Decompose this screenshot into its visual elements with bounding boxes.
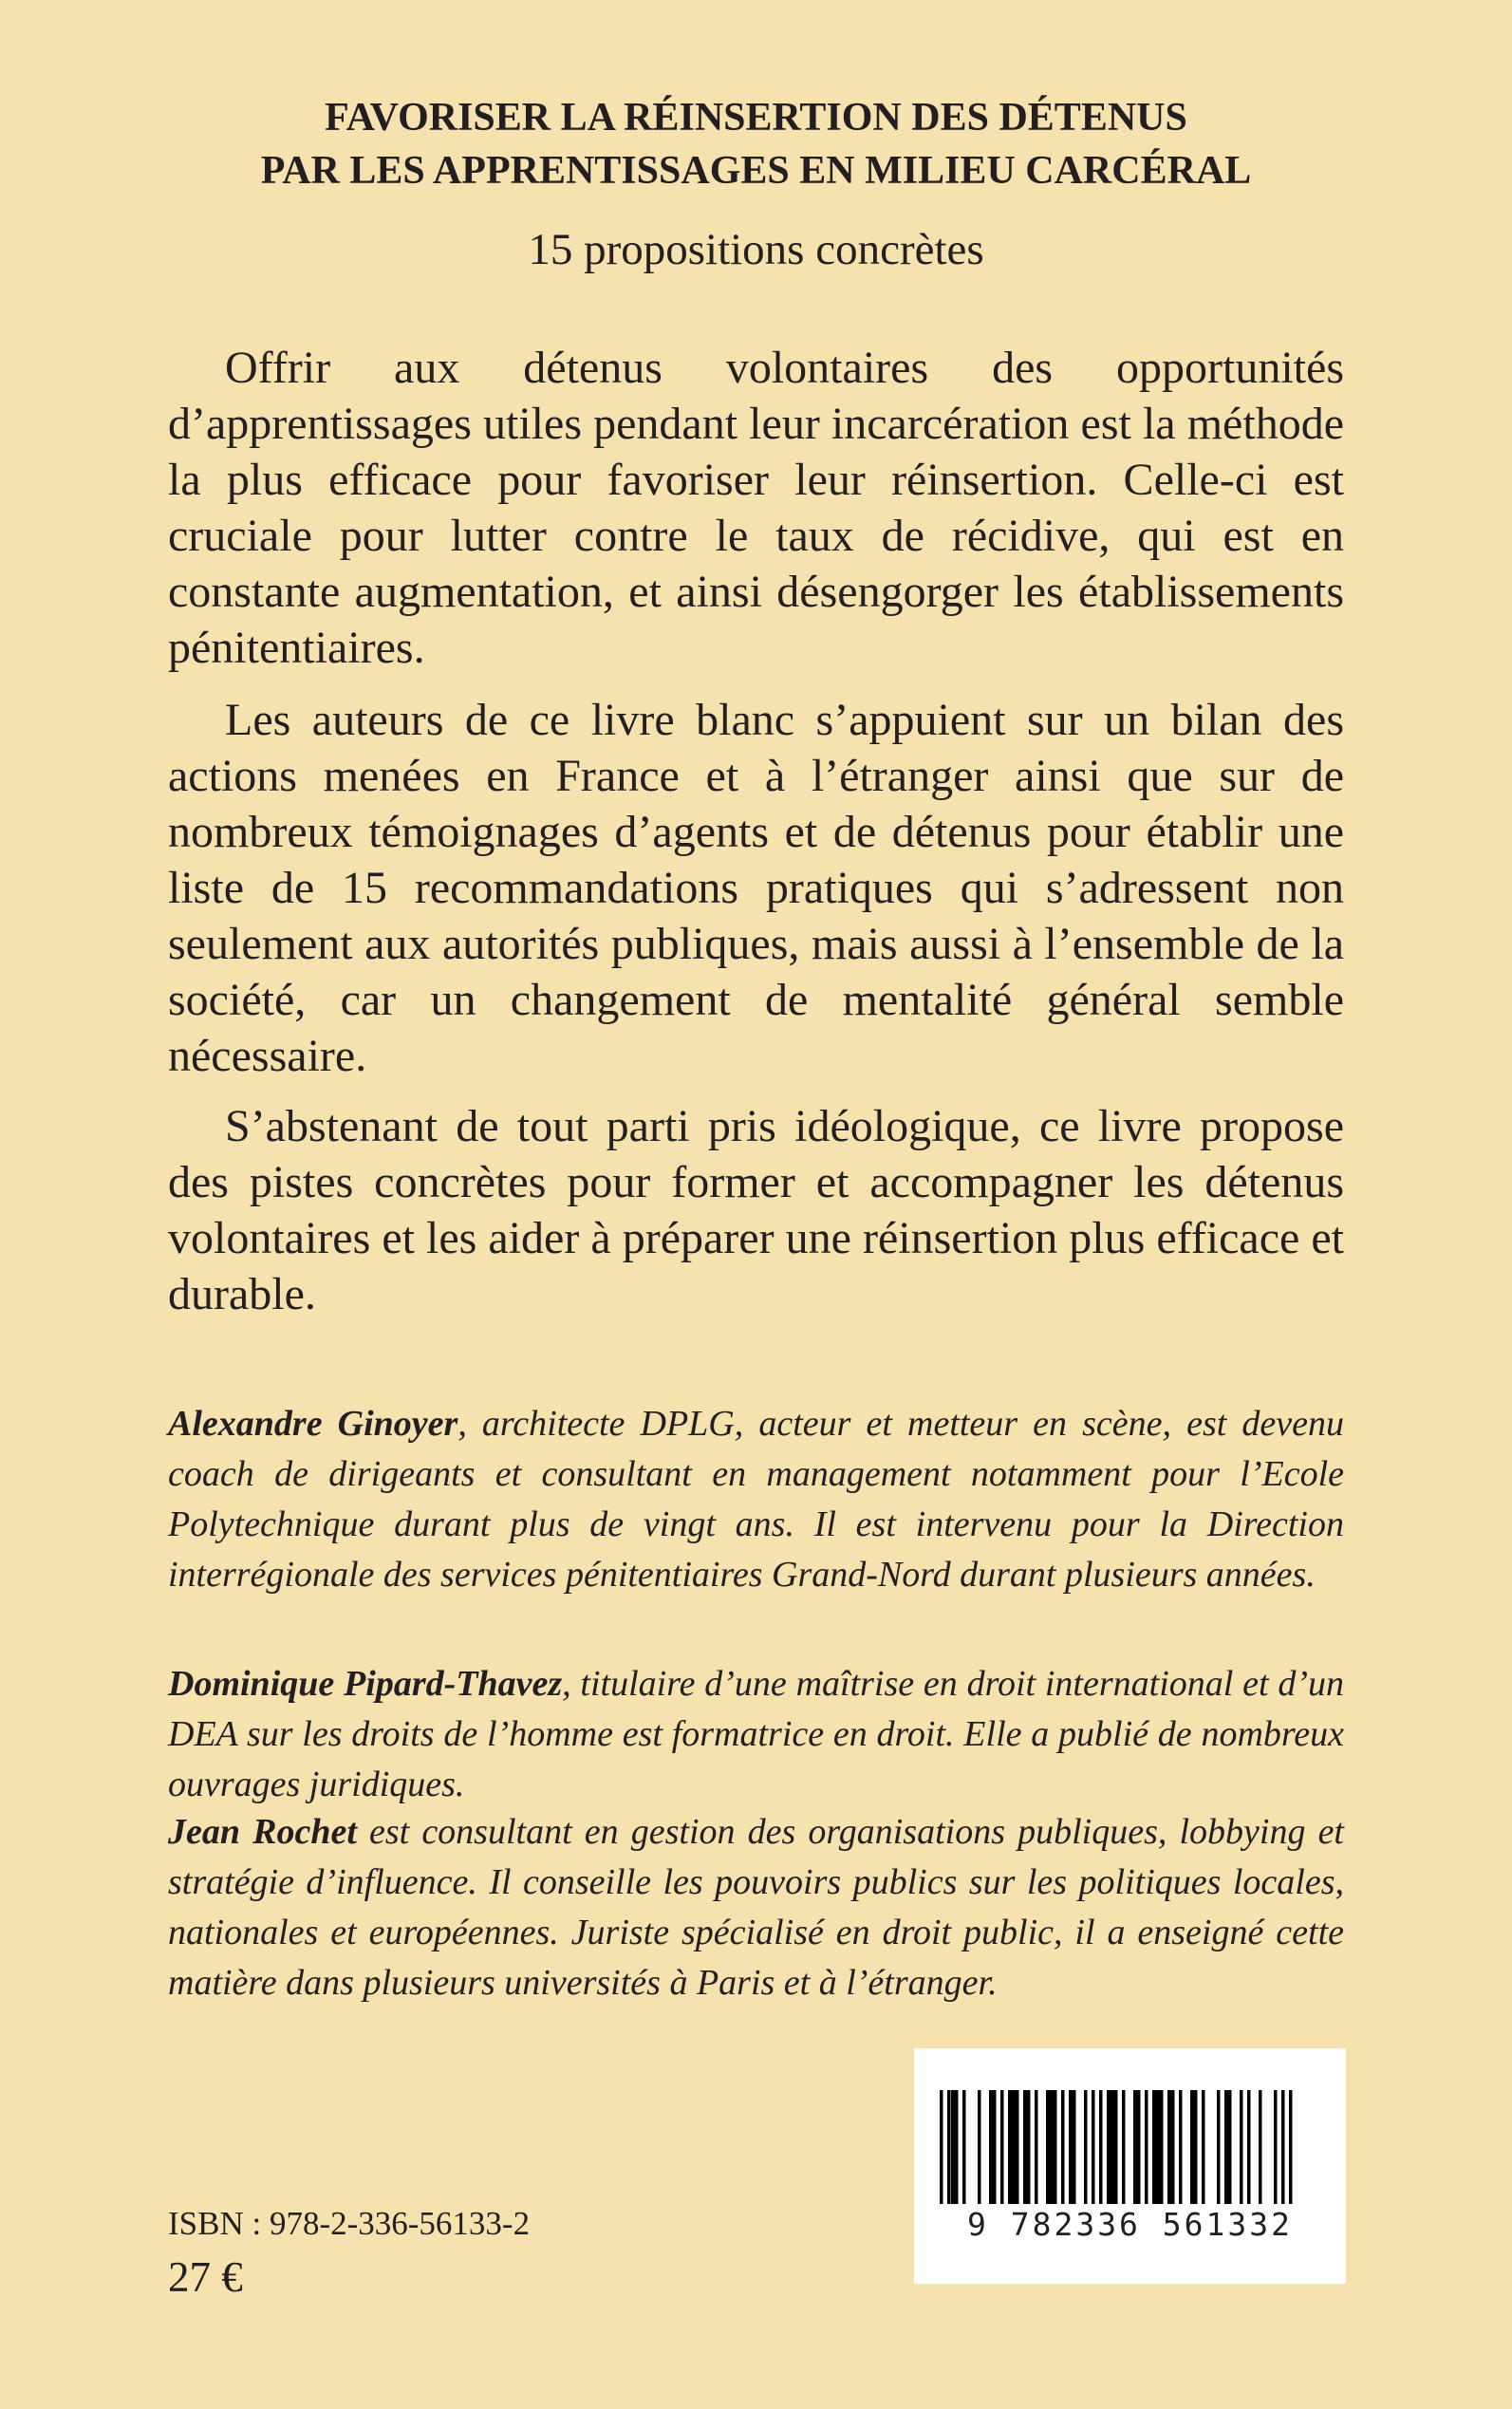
blurb-paragraph-2: Les auteurs de ce livre blanc s’appuient sur un bilan des actions menées en France et à l’étranger ainsi que sur de nombreux témoignages d’agents et de détenus pour établir une liste de 15 recommandations pratiques qui s’adressent non seulement aux autorités publiques, mais aussi à l’ensemble de la société, car un changement de mentalité général semble nécessaire. (168, 695, 1344, 1081)
author-bio-1 (168, 1399, 1344, 1600)
barcode-icon (940, 2090, 1320, 2204)
book-subtitle: 15 propositions concrètes (528, 225, 984, 274)
author-name: Jean Rochet (168, 1812, 357, 1852)
blurb-paragraph-3: S’abstenant de tout parti pris idéologique, ce livre propose des pistes concrètes pour former et accompagner les détenus volontaires et les aider à préparer une réinsertion plus efficace et durable. (168, 1101, 1344, 1319)
book-title-line-2: PAR LES APPRENTISSAGES EN MILIEU CARCÉRAL (260, 149, 1252, 193)
author-bio-text: est consultant en gestion des organisations publiques, lobbying et stratégie d’influence. Il conseille les pouvoirs publics sur les politiques locales, nationales et européennes. Juriste spécialisé en droit public, il a enseigné cette matière dans plusieurs universités à Paris et à l’étranger. (168, 1812, 1344, 2003)
barcode-label (914, 2048, 1346, 2284)
price: 27 € (168, 2253, 243, 2301)
barcode-digits: 9 782336 561332 (966, 2206, 1293, 2243)
author-name: Dominique Pipard-Thavez (168, 1664, 563, 1704)
author-bio-3 (168, 1807, 1344, 2008)
blurb-paragraph-1: Offrir aux détenus volontaires des opportunités d’apprentissages utiles pendant leur incarcération est la méthode la plus efficace pour favoriser leur réinsertion. Celle-ci est cruciale pour lutter contre le taux de récidive, qui est en constante augmentation, et ainsi désengorger les établissements pénitentiaires. (168, 343, 1344, 673)
book-title-line-1: FAVORISER LA RÉINSERTION DES DÉTENUS (325, 96, 1187, 140)
author-name: Alexandre Ginoyer (168, 1404, 458, 1444)
author-bio-2 (168, 1659, 1344, 1810)
author-bio-text: , titulaire d’une maîtrise en droit international et d’un DEA sur les droits de l’homme est formatrice en droit. Elle a publié de nombreux ouvrages juridiques. (168, 1664, 1344, 1804)
author-bio-text: , architecte DPLG, acteur et metteur en scène, est devenu coach de dirigeants et consultant en management notamment pour l’Ecole Polytechnique durant plus de vingt ans. Il est intervenu pour la Direction interrégionale des services pénitentiaires Grand-Nord durant plusieurs années. (168, 1404, 1345, 1595)
isbn-number: ISBN : 978-2-336-56133-2 (168, 2205, 531, 2242)
